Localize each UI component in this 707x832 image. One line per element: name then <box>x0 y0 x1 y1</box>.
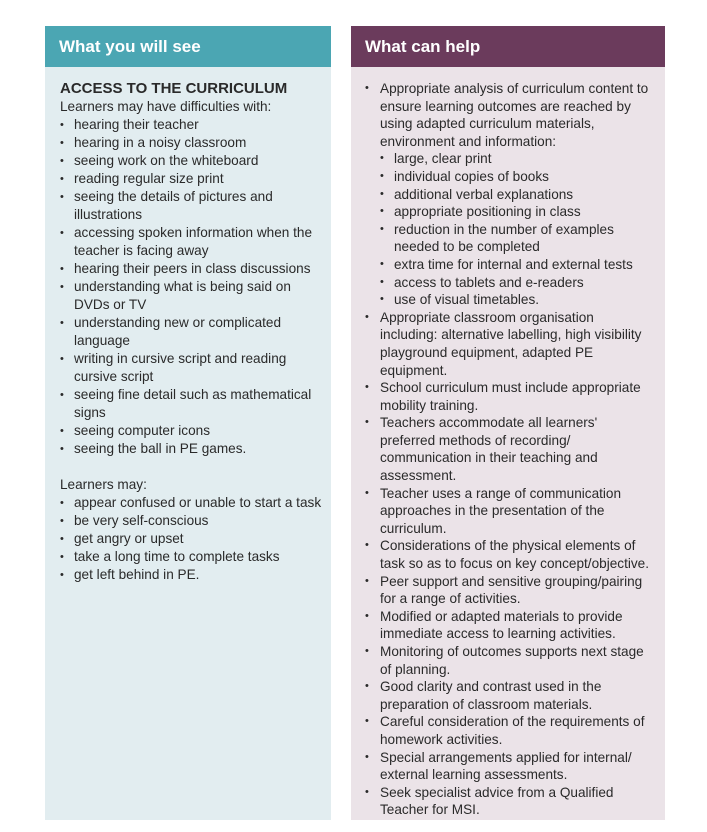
help-list <box>365 80 655 819</box>
what-you-will-see-column <box>45 26 331 820</box>
list-item: • Seek specialist advice from a Qualified Teacher for MSI. <box>365 784 655 819</box>
list-item: • Considerations of the physical elements of task so as to focus on key concept/objective. <box>365 537 655 572</box>
list-item: • Teachers accommodate all learners' preferred methods of recording/ communication in their teaching and assessment. <box>365 414 655 484</box>
difficulties-list <box>60 116 323 458</box>
list-item: • seeing computer icons <box>60 422 323 440</box>
behaviours-list <box>60 494 323 584</box>
list-item: • large, clear print <box>380 150 655 168</box>
list-item: • understanding new or complicated language <box>60 314 323 350</box>
list-item-text: Appropriate analysis of curriculum content to ensure learning outcomes are reached by using adapted curriculum materials, environment and information: <box>380 81 649 149</box>
help-sub-list <box>380 150 655 308</box>
list-item: • Special arrangements applied for internal/ external learning assessments. <box>365 749 655 784</box>
list-item: • use of visual timetables. <box>380 291 655 309</box>
list-item: • be very self-conscious <box>60 512 323 530</box>
list-item: • understanding what is being said on DVDs or TV <box>60 278 323 314</box>
list-item: • reduction in the number of examples needed to be completed <box>380 221 655 256</box>
list-item: • Teacher uses a range of communication approaches in the presentation of the curriculum. <box>365 485 655 538</box>
left-column-body <box>45 67 331 584</box>
list-item: • hearing their teacher <box>60 116 323 134</box>
list-item: • individual copies of books <box>380 168 655 186</box>
list-item: • Good clarity and contrast used in the preparation of classroom materials. <box>365 678 655 713</box>
difficulties-intro: Learners may have difficulties with: <box>60 99 272 114</box>
list-item: • seeing work on the whiteboard <box>60 152 323 170</box>
list-item: • School curriculum must include appropriate mobility training. <box>365 379 655 414</box>
list-item: • seeing the details of pictures and illustrations <box>60 188 323 224</box>
list-item: • appropriate positioning in class <box>380 203 655 221</box>
list-item: • get left behind in PE. <box>60 566 323 584</box>
list-item: • Monitoring of outcomes supports next stage of planning. <box>365 643 655 678</box>
list-item: • additional verbal explanations <box>380 186 655 204</box>
list-item: • hearing in a noisy classroom <box>60 134 323 152</box>
list-item: • extra time for internal and external tests <box>380 256 655 274</box>
list-item: • appear confused or unable to start a task <box>60 494 323 512</box>
list-item: • Appropriate classroom organisation including: alternative labelling, high visibility playground equipment, adapted PE equipment. <box>365 309 655 379</box>
right-column-body <box>351 67 665 819</box>
list-item: • reading regular size print <box>60 170 323 188</box>
list-item: • Modified or adapted materials to provide immediate access to learning activities. <box>365 608 655 643</box>
list-item: • accessing spoken information when the teacher is facing away <box>60 224 323 260</box>
list-item: • get angry or upset <box>60 530 323 548</box>
list-item: • seeing the ball in PE games. <box>60 440 323 458</box>
list-item: • Careful consideration of the requirements of homework activities. <box>365 713 655 748</box>
list-item: • Peer support and sensitive grouping/pairing for a range of activities. <box>365 573 655 608</box>
list-item: • access to tablets and e-readers <box>380 274 655 292</box>
right-column-header: What can help <box>351 26 665 67</box>
list-item: • seeing fine detail such as mathematical signs <box>60 386 323 422</box>
list-item: • take a long time to complete tasks <box>60 548 323 566</box>
learners-may-intro: Learners may: <box>60 477 147 492</box>
list-item <box>365 80 655 309</box>
left-column-header: What you will see <box>45 26 331 67</box>
list-item: • writing in cursive script and reading cursive script <box>60 350 323 386</box>
section-title: ACCESS TO THE CURRICULUM <box>60 80 288 97</box>
what-can-help-column <box>351 26 665 820</box>
list-item: • hearing their peers in class discussions <box>60 260 323 278</box>
